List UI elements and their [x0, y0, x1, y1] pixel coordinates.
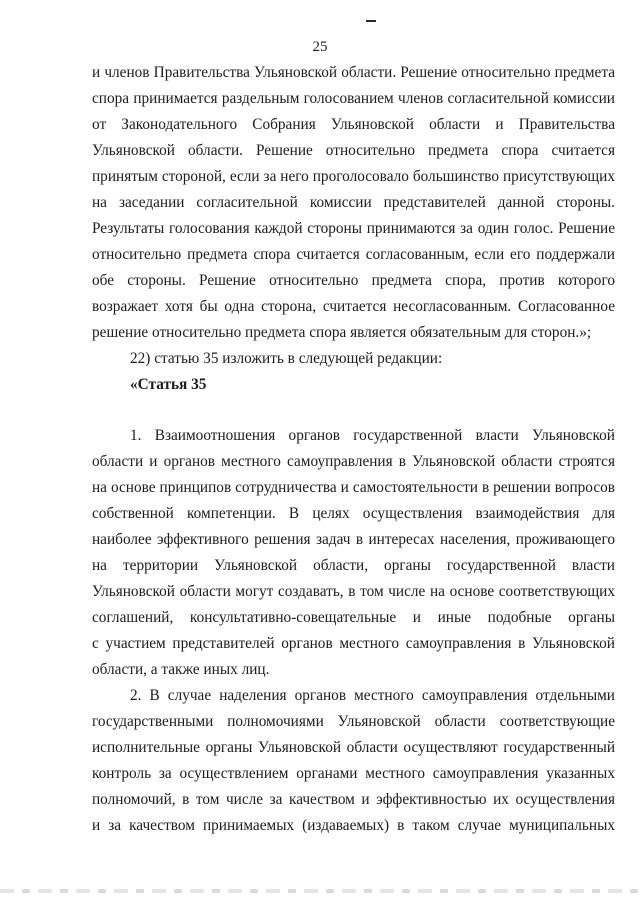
text-line: собственной компетенции. В целях осуществления взаимодействия для: [92, 505, 615, 522]
text-line: области, а также иных лиц.: [92, 661, 270, 678]
text-line: возражает хотя бы одна сторона, считается несогласованным. Согласованное: [92, 298, 615, 315]
text-line: принятым стороной, если за него проголосовало большинство присутствующих: [92, 168, 615, 185]
scan-artifact: [366, 20, 376, 22]
text-line: на заседании согласительной комиссии представителей данной стороны.: [92, 194, 615, 211]
text-line: с участием представителей органов местного самоуправления в Ульяновской: [92, 635, 615, 652]
text-line: 1. Взаимоотношения органов государственной власти Ульяновской: [130, 427, 615, 444]
page-number: 25: [312, 39, 328, 55]
text-line: Ульяновской области. Решение относительно предмета спора считается: [92, 142, 615, 159]
text-line: обе стороны. Решение относительно предмета спора, против которого: [92, 272, 615, 289]
text-line: решение относительно предмета спора является обязательным для сторон.»;: [92, 324, 592, 341]
scan-bottom-edge: [0, 889, 640, 893]
article-heading: «Статья 35: [130, 376, 207, 393]
text-line: соглашений, консультативно-совещательные и иные подобные органы: [92, 609, 615, 626]
text-line: 2. В случае наделения органов местного самоуправления отдельными: [130, 687, 615, 704]
text-line: Ульяновской области могут создавать, в том числе на основе соответствующих: [92, 583, 615, 600]
text-line: и за качеством принимаемых (издаваемых) в таком случае муниципальных: [92, 817, 615, 834]
text-line: области и органов местного самоуправления в Ульяновской области строятся: [92, 453, 615, 470]
text-line: государственными полномочиями Ульяновской области соответствующие: [92, 713, 615, 730]
text-line: наиболее эффективного решения задач в интересах населения, проживающего: [92, 531, 615, 548]
text-line: от Законодательного Собрания Ульяновской области и Правительства: [92, 116, 615, 133]
text-line: исполнительные органы Ульяновской области осуществляют государственный: [92, 739, 615, 756]
text-line: Результаты голосования каждой стороны принимаются за один голос. Решение: [92, 220, 615, 237]
text-line: на территории Ульяновской области, органы государственной власти: [92, 557, 615, 574]
text-line: полномочий, в том числе за качеством и эффективностью их осуществления: [92, 791, 615, 808]
text-line: относительно предмета спора считается согласованным, если его поддержали: [92, 246, 615, 263]
text-line: на основе принципов сотрудничества и самостоятельности в решении вопросов: [92, 479, 615, 496]
text-line: контроль за осуществлением органами местного самоуправления указанных: [92, 765, 615, 782]
amendment-instruction: 22) статью 35 изложить в следующей редакции:: [130, 350, 443, 367]
text-line: спора принимается раздельным голосованием членов согласительной комиссии: [92, 90, 615, 107]
text-line: и членов Правительства Ульяновской области. Решение относительно предмета: [92, 64, 615, 81]
